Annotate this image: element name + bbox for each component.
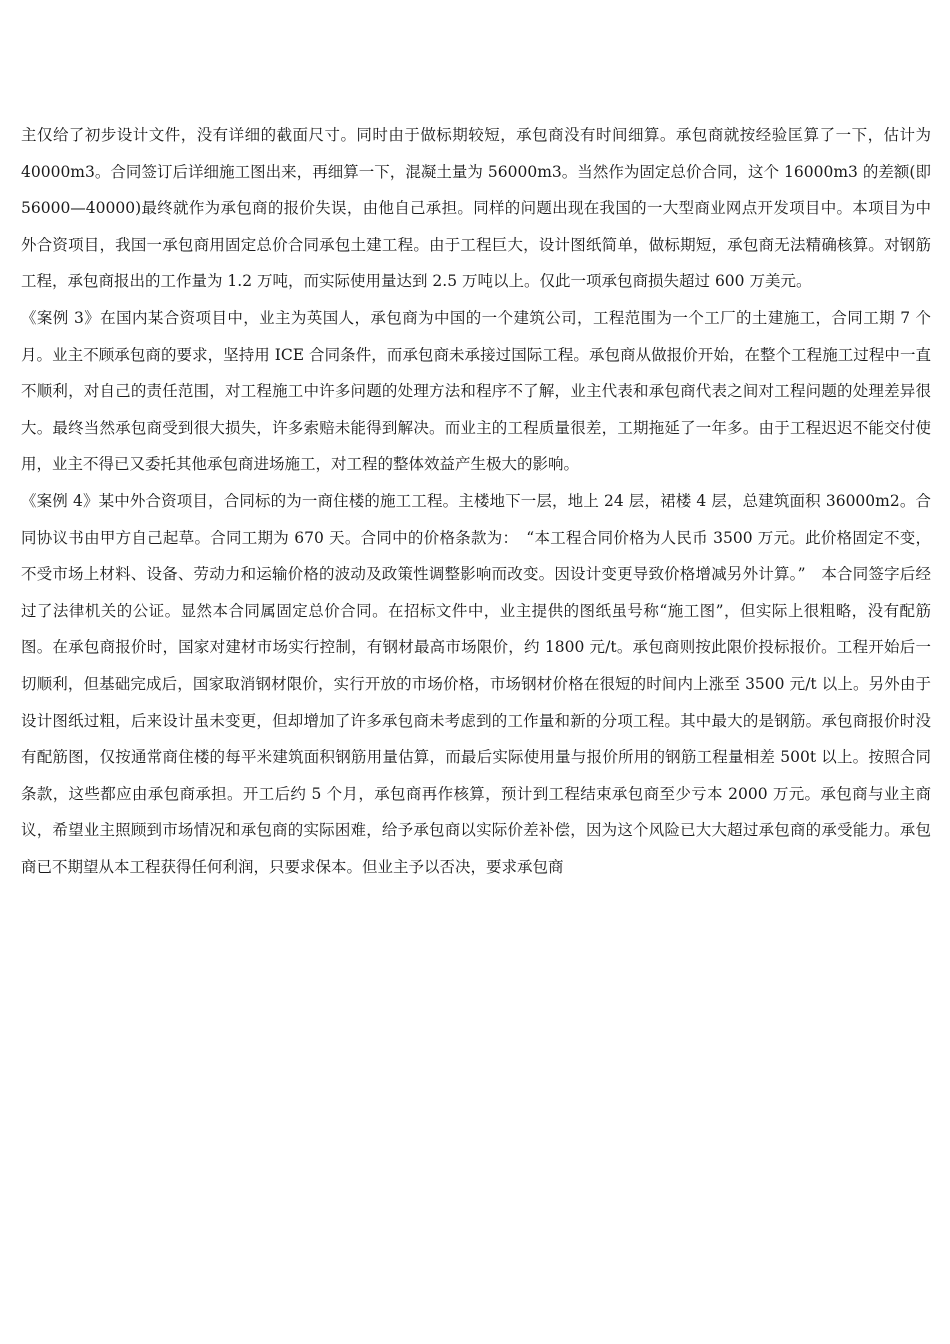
paragraph-case-2-continued: 主仅给了初步设计文件，没有详细的截面尺寸。同时由于做标期较短，承包商没有时间细算。承包商就按经验匡算了一下，估计为 40000m3。合同签订后详细施工图出来，再细算一下，混凝土量为 56000m3。当然作为固定总价合同，这个 16000m3 的差额(即 56000—40000)最终就作为承包商的报价失误，由他自己承担。同样的问题出现在我国的一大型商业网点开发项目中。本项目为中外合资项目，我国一承包商用固定总价合同承包土建工程。由于工程巨大，设计图纸简单，做标期短，承包商无法精确核算。对钢筋工程，承包商报出的工作量为 1.2 万吨，而实际使用量达到 2.5 万吨以上。仅此一项承包商损失超过 600 万美元。: [21, 126, 931, 291]
paragraph-case-4: 《案例 4》某中外合资项目，合同标的为一商住楼的施工工程。主楼地下一层，地上 24 层，裙楼 4 层，总建筑面积 36000m2。合同协议书由甲方自己起草。合同工期为 670 天。合同中的价格条款为： “本工程合同价格为人民币 3500 万元。此价格固定不变，不受市场上材料、设备、劳动力和运输价格的波动及政策性调整影响而改变。因设计变更导致价格增减另外计算。” 本合同签字后经过了法律机关的公证。显然本合同属固定总价合同。在招标文件中，业主提供的图纸虽号称“施工图”，但实际上很粗略，没有配筋图。在承包商报价时，国家对建材市场实行控制，有钢材最高市场限价，约 1800 元/t。承包商则按此限价投标报价。工程开始后一切顺利，但基础完成后，国家取消钢材限价，实行开放的市场价格，市场钢材价格在很短的时间内上涨至 3500 元/t 以上。另外由于设计图纸过粗，后来设计虽未变更，但却增加了许多承包商未考虑到的工作量和新的分项工程。其中最大的是钢筋。承包商报价时没有配筋图，仅按通常商住楼的每平米建筑面积钢筋用量估算，而最后实际使用量与报价所用的钢筋工程量相差 500t 以上。按照合同条款，这些都应由承包商承担。开工后约 5 个月，承包商再作核算，预计到工程结束承包商至少亏本 2000 万元。承包商与业主商议，希望业主照顾到市场情况和承包商的实际困难，给予承包商以实际价差补偿，因为这个风险已大大超过承包商的承受能力。承包商已不期望从本工程获得任何利润，只要求保本。但业主予以否决，要求承包商: [21, 491, 931, 876]
paragraph-case-3: 《案例 3》在国内某合资项目中，业主为英国人，承包商为中国的一个建筑公司，工程范围为一个工厂的土建施工，合同工期 7 个月。业主不顾承包商的要求，坚持用 ICE 合同条件，而承包商未承接过国际工程。承包商从做报价开始，在整个工程施工过程中一直不顺利，对自己的责任范围，对工程施工中许多问题的处理方法和程序不了解，业主代表和承包商代表之间对工程问题的处理差异很大。最终当然承包商受到很大损失，许多索赔未能得到解决。而业主的工程质量很差，工期拖延了一年多。由于工程迟迟不能交付使用，业主不得已又委托其他承包商进场施工，对工程的整体效益产生极大的影响。: [21, 308, 931, 474]
document-body: [21, 117, 931, 885]
